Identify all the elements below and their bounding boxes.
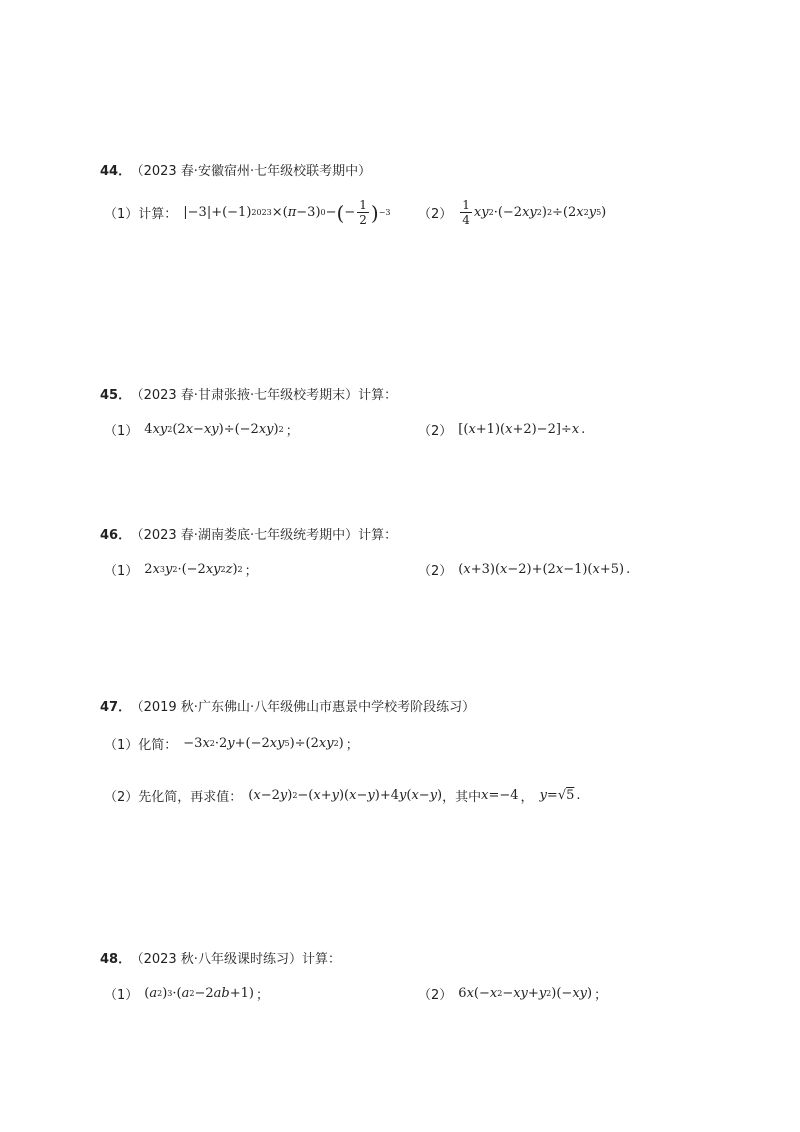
problem-number: 48．: [100, 952, 132, 967]
math-expression: ( a 2 ) 3 ·( a 2 −2 ab +1): [144, 986, 254, 1001]
problem-source: （2023 春·甘肃张掖·七年级校考期末）计算：: [137, 388, 398, 403]
problem-source: （2023 春·安徽宿州·七年级校联考期中）: [137, 164, 372, 179]
part-label: （2）: [418, 564, 453, 579]
part-tail: ；: [244, 564, 258, 579]
math-expression: |−3|+(−1) 2023 ×( π −3) 0 − ( − $\frac{1}{2}$ ) −3: [183, 198, 391, 227]
problem-47-part-1: [104, 734, 359, 753]
math-expression: 4 xy 2 (2 x − xy )÷(−2 xy ) 2: [144, 422, 284, 437]
problem-number: 45．: [100, 388, 132, 403]
part-label: （2）: [418, 988, 453, 1003]
problem-number: 46．: [100, 528, 132, 543]
problem-47-header: [100, 696, 475, 715]
problem-46-part-2: [418, 560, 630, 579]
problem-source: （2019 秋·广东佛山·八年级佛山市惠景中学校考阶段练习）: [137, 700, 476, 715]
problem-45-header: [100, 384, 397, 403]
part-tail: .: [581, 422, 586, 437]
math-expression: [( x +1)( x +2)−2]÷ x: [458, 422, 580, 437]
math-condition-y: y =√ 5: [539, 788, 575, 803]
problem-48-header: [100, 948, 341, 967]
part-mid: ，其中: [442, 790, 482, 805]
part-sep: ，: [520, 790, 534, 805]
part-label: （1）: [104, 424, 139, 439]
part-tail: .: [626, 562, 631, 577]
math-expression: 6 x (− x 2 − xy + y 2 )(− xy ): [458, 986, 593, 1001]
problem-source: （2023 秋·八年级课时练习）计算：: [137, 952, 341, 967]
part-label: （2）: [418, 207, 453, 222]
part-label: （1）: [104, 564, 139, 579]
problem-48-part-1: [104, 984, 269, 1003]
math-expression: 2 x 3 y 2 ·(−2 xy 2 z ) 2: [144, 562, 243, 577]
math-condition-x: x =−4: [481, 788, 519, 803]
part-tail: ；: [594, 988, 608, 1003]
problem-48-part-2: [418, 984, 607, 1003]
problem-47-part-2: [104, 786, 581, 805]
part-tail: ；: [285, 424, 299, 439]
problem-45-part-2: [418, 420, 585, 439]
part-label: （1）计算：: [104, 207, 178, 222]
part-label: （1）: [104, 988, 139, 1003]
part-tail: ；: [345, 738, 359, 753]
math-expression: ( x +3)( x −2)+(2 x −1)( x +5): [458, 562, 625, 577]
problem-44-part-1: [104, 198, 391, 227]
math-expression: ( x −2 y ) 2 −( x + y )( x − y )+4 y ( x − y ): [248, 788, 443, 803]
problem-number: 44．: [100, 164, 132, 179]
part-label: （1）化简：: [104, 738, 178, 753]
part-tail: ；: [255, 988, 269, 1003]
problem-source: （2023 春·湖南娄底·七年级统考期中）计算：: [137, 528, 398, 543]
part-label: （2）: [418, 424, 453, 439]
problem-44-header: [100, 160, 371, 179]
problem-number: 47．: [100, 700, 132, 715]
math-expression: $\frac{1}{4}$ xy 2 ·(−2 xy 2 ) 2 ÷(2 x 2 y 5 ): [462, 198, 607, 227]
problem-44-part-2: [418, 198, 606, 227]
problem-46-header: [100, 524, 397, 543]
problem-46-part-1: [104, 560, 258, 579]
problem-45-part-1: [104, 420, 299, 439]
part-tail: .: [576, 788, 581, 803]
part-label: （2）先化简，再求值：: [104, 790, 243, 805]
math-expression: −3 x 2 ·2 y +(−2 xy 5 )÷(2 xy 2 ): [183, 736, 344, 751]
